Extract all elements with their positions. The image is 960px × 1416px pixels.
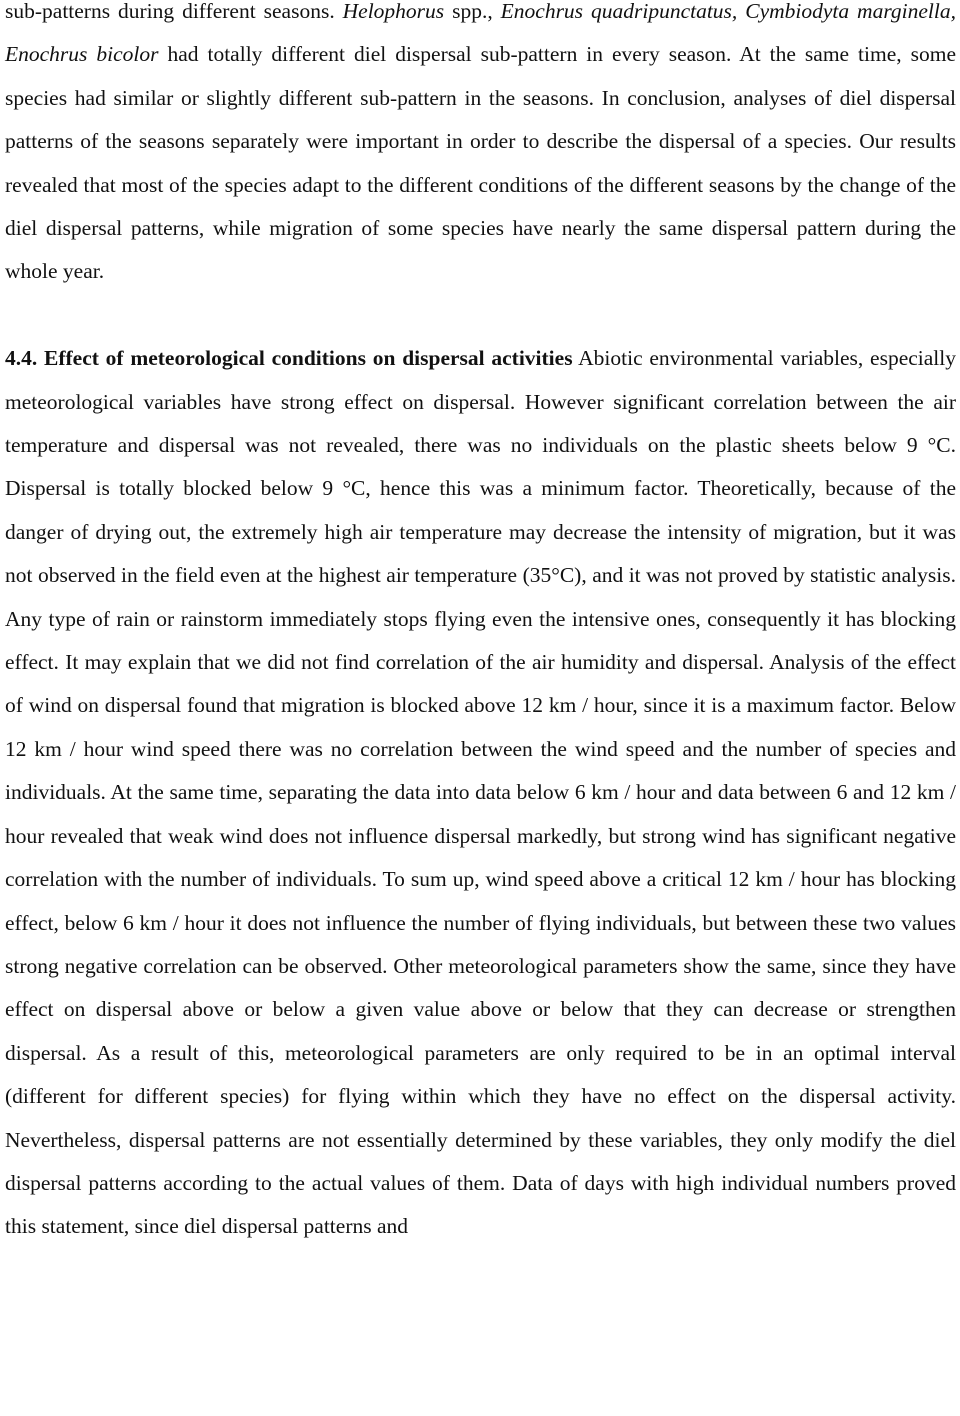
section-body-text: Abiotic environmental variables, especially meteorological variables have strong effect on dispersal. However significant correlation between the air temperature and dispersal was not revealed, there was no individuals on the plastic sheets below 9 °C. Dispersal is totally blocked below 9 °C, hence this was a minimum factor. Theoretically, because of the danger of drying out, the extremely high air temperature may decrease the intensity of migration, but it was not observed in the field even at the highest air temperature (35°C), and it was not proved by statistic analysis. Any type of rain or rainstorm immediately stops flying even the intensive ones, consequently it has blocking effect. It may explain that we did not find correlation of the air humidity and dispersal. Analysis of the effect of wind on dispersal found that migration is blocked above 12 km / hour, since it is a maximum factor. Below 12 km / hour wind speed there was no correlation between the wind speed and the number of species and individuals. At the same time, separating the data into data below 6 km / hour and data between 6 and 12 km / hour revealed that weak wind does not influence dispersal markedly, but strong wind has significant negative correlation with the number of individuals. To sum up, wind speed above a critical 12 km / hour has blocking effect, below 6 km / hour it does not influence the number of flying individuals, but between these two values strong negative correlation can be observed. Other meteorological parameters show the same, since they have effect on dispersal above or below a given value above or below that they can decrease or strengthen dispersal. As a result of this, meteorological parameters are only required to be in an optimal interval (different for different species) for flying within which they have no effect on the dispersal activity. Nevertheless, dispersal patterns are not essentially determined by these variables, they only modify the diel dispersal patterns according to the actual values of them. Data of days with high individual numbers proved this statement, since diel dispersal patterns and — [5, 346, 957, 1239]
paragraph1-text-a: sub-patterns during different seasons. — [5, 0, 343, 23]
paragraph1-text-b: spp., — [444, 0, 501, 23]
paragraph1-text-c: had totally different diel dispersal sub-pattern in every season. At the same time, some species had similar or slightly different sub-pattern in the seasons. In conclusion, analyses of diel dispersal patterns of the seasons separately were important in order to describe the dispersal of a species. Our results revealed that most of the species adapt to the different conditions of the different seasons by the change of the diel dispersal patterns, while migration of some species have nearly the same dispersal pattern during the whole year. — [5, 42, 956, 284]
paragraph-spacer — [5, 294, 956, 337]
species-name-helophorus: Helophorus — [342, 0, 445, 23]
paragraph-seasonal-patterns — [5, 0, 956, 294]
species-names-list: Enochrus quadripunctatus, Cymbiodyta marginella, Enochrus bicolor — [5, 0, 956, 67]
section-number: 4.4. — [5, 346, 38, 371]
section-title: Effect of meteorological conditions on dispersal activities — [37, 346, 573, 371]
paragraph-meteorological-effects — [5, 337, 956, 1249]
document-page — [5, 0, 956, 1249]
